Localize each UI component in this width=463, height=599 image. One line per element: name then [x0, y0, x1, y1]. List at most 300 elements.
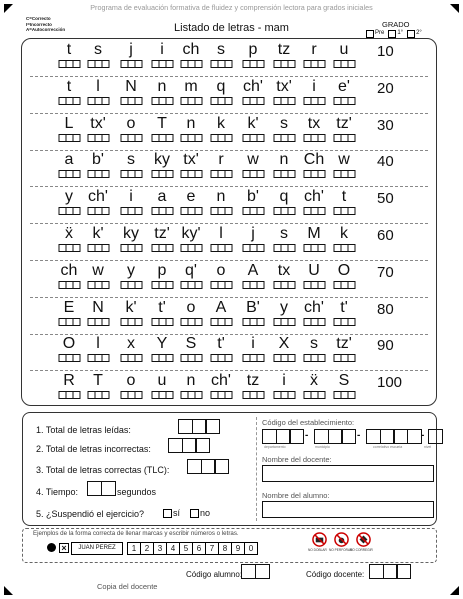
mark-box[interactable] — [288, 207, 296, 215]
cia-mark-boxes[interactable] — [181, 134, 202, 142]
cia-mark-boxes[interactable] — [88, 170, 109, 178]
mark-box[interactable] — [195, 354, 203, 362]
letter-row — [22, 225, 436, 261]
mark-box[interactable] — [73, 207, 81, 215]
registration-mark-bottom-right — [450, 586, 459, 595]
grado-option-label: 1° — [397, 30, 404, 36]
letter-item: X — [278, 335, 290, 353]
mark-box[interactable] — [102, 60, 110, 68]
mark-box[interactable] — [348, 97, 356, 105]
cia-mark-boxes[interactable] — [334, 281, 355, 289]
cia-mark-boxes[interactable] — [274, 281, 295, 289]
mark-box[interactable] — [135, 97, 143, 105]
letter-item: ch' — [243, 77, 263, 95]
cia-mark-boxes[interactable] — [211, 354, 232, 362]
mark-box[interactable] — [348, 354, 356, 362]
code-sub-label: nivel — [424, 445, 432, 449]
cia-mark-boxes[interactable] — [59, 244, 80, 252]
letter-item: ch — [60, 261, 78, 279]
docente-label: Nombre del docente: — [262, 455, 332, 464]
mark-box[interactable] — [318, 97, 326, 105]
legend-incorrect: I=Incorrecto — [26, 21, 52, 27]
mark-box[interactable] — [166, 97, 174, 105]
mark-box[interactable] — [225, 244, 233, 252]
mark-box[interactable] — [288, 354, 296, 362]
mark-box[interactable] — [318, 281, 326, 289]
letter-item: x — [127, 335, 135, 353]
mark-box[interactable] — [135, 354, 143, 362]
letter-item: tz — [246, 372, 260, 390]
mark-box[interactable] — [195, 318, 203, 326]
mark-box[interactable] — [102, 354, 110, 362]
mark-box[interactable] — [73, 281, 81, 289]
cia-mark-boxes[interactable] — [121, 391, 142, 399]
cia-mark-boxes[interactable] — [88, 244, 109, 252]
cia-mark-boxes[interactable] — [181, 207, 202, 215]
mark-box[interactable] — [102, 318, 110, 326]
cia-mark-boxes[interactable] — [274, 391, 295, 399]
cia-mark-boxes[interactable] — [274, 318, 295, 326]
cia-mark-boxes[interactable] — [181, 170, 202, 178]
cia-mark-boxes[interactable] — [211, 170, 232, 178]
mark-box[interactable] — [166, 354, 174, 362]
code-correlativo-boxes[interactable] — [366, 429, 420, 444]
cia-mark-boxes[interactable] — [181, 244, 202, 252]
letter-item: O — [62, 335, 76, 353]
cia-mark-boxes[interactable] — [274, 170, 295, 178]
grado-option-2[interactable] — [407, 30, 422, 38]
cia-mark-boxes[interactable] — [274, 97, 295, 105]
cia-mark-boxes[interactable] — [152, 60, 173, 68]
legend-selfcorrection: A=Autocorrección — [26, 27, 66, 33]
letter-item: b' — [92, 151, 104, 169]
no-correct-caption: NO CORREGIR — [350, 548, 373, 552]
cia-mark-boxes[interactable] — [59, 60, 80, 68]
cia-mark-boxes[interactable] — [274, 244, 295, 252]
mark-box[interactable] — [257, 97, 265, 105]
total-leidas-boxes[interactable] — [178, 419, 219, 434]
letter-row — [22, 151, 436, 187]
mark-box[interactable] — [318, 170, 326, 178]
mark-box[interactable] — [195, 281, 203, 289]
cia-mark-boxes[interactable] — [121, 281, 142, 289]
cia-mark-boxes[interactable] — [211, 60, 232, 68]
letter-item: n — [157, 77, 167, 95]
suspendio-no-checkbox[interactable] — [190, 509, 199, 518]
mark-box[interactable] — [73, 391, 81, 399]
mark-box[interactable] — [166, 318, 174, 326]
cia-mark-boxes[interactable] — [211, 318, 232, 326]
cia-mark-boxes[interactable] — [211, 391, 232, 399]
mark-box[interactable] — [288, 391, 296, 399]
cia-mark-boxes[interactable] — [59, 354, 80, 362]
mark-box[interactable] — [135, 318, 143, 326]
cia-mark-boxes[interactable] — [334, 354, 355, 362]
no-perforate-icon — [334, 532, 349, 547]
total-correctas-label: 3. Total de letras correctas (TLC): — [36, 465, 170, 475]
letter-item: k' — [247, 114, 259, 132]
letter-item: u — [157, 372, 167, 390]
mark-box[interactable] — [257, 391, 265, 399]
total-correctas-boxes[interactable] — [187, 459, 228, 474]
cia-mark-boxes[interactable] — [334, 134, 355, 142]
cia-mark-boxes[interactable] — [152, 354, 173, 362]
letter-item: R — [63, 372, 75, 390]
cia-mark-boxes[interactable] — [152, 97, 173, 105]
mark-box[interactable] — [257, 134, 265, 142]
mark-box[interactable] — [257, 281, 265, 289]
mark-box[interactable] — [195, 170, 203, 178]
cia-mark-boxes[interactable] — [243, 60, 264, 68]
cia-mark-boxes[interactable] — [211, 134, 232, 142]
mark-box[interactable] — [73, 244, 81, 252]
cia-mark-boxes[interactable] — [59, 134, 80, 142]
cia-mark-boxes[interactable] — [152, 207, 173, 215]
mark-box[interactable] — [288, 244, 296, 252]
mark-box[interactable] — [318, 318, 326, 326]
cia-mark-boxes[interactable] — [211, 244, 232, 252]
cia-mark-boxes[interactable] — [152, 281, 173, 289]
cia-mark-boxes[interactable] — [304, 244, 325, 252]
mark-box[interactable] — [225, 391, 233, 399]
mark-box[interactable] — [166, 281, 174, 289]
codigo-alumno-boxes[interactable] — [241, 564, 268, 579]
example-name: JUAN PEREZ — [71, 542, 123, 555]
mark-box[interactable] — [257, 60, 265, 68]
mark-box[interactable] — [73, 354, 81, 362]
example-digit: 9 — [231, 542, 245, 555]
letter-item: w — [247, 151, 259, 169]
cia-mark-boxes[interactable] — [243, 391, 264, 399]
cia-mark-boxes[interactable] — [88, 354, 109, 362]
mark-box[interactable] — [195, 391, 203, 399]
cia-mark-boxes[interactable] — [88, 134, 109, 142]
letter-item: O — [337, 261, 351, 279]
mark-box[interactable] — [166, 134, 174, 142]
cia-mark-boxes[interactable] — [304, 281, 325, 289]
cia-mark-boxes[interactable] — [88, 207, 109, 215]
cia-mark-boxes[interactable] — [243, 207, 264, 215]
cia-mark-boxes[interactable] — [334, 97, 355, 105]
suspendio-si-checkbox[interactable] — [163, 509, 172, 518]
cia-mark-boxes[interactable] — [304, 354, 325, 362]
cia-mark-boxes[interactable] — [211, 281, 232, 289]
mark-box[interactable] — [257, 170, 265, 178]
mark-box[interactable] — [225, 281, 233, 289]
mark-box[interactable] — [288, 281, 296, 289]
letter-item: s — [280, 114, 288, 132]
mark-box[interactable] — [257, 318, 265, 326]
grado-option-1[interactable] — [388, 30, 403, 38]
mark-box[interactable] — [225, 318, 233, 326]
mark-box[interactable] — [135, 391, 143, 399]
cia-mark-boxes[interactable] — [121, 134, 142, 142]
mark-box[interactable] — [257, 207, 265, 215]
letter-item: o — [186, 298, 196, 316]
mark-box[interactable] — [166, 207, 174, 215]
cumulative-count: 50 — [377, 190, 394, 208]
letter-item: p — [157, 261, 167, 279]
codigo-docente-boxes[interactable] — [369, 564, 410, 579]
mark-box[interactable] — [195, 207, 203, 215]
cia-mark-boxes[interactable] — [243, 244, 264, 252]
mark-box[interactable] — [102, 281, 110, 289]
cia-mark-boxes[interactable] — [243, 318, 264, 326]
program-title: Programa de evaluación formativa de fluidez y comprensión lectora para grados iniciales — [90, 3, 373, 12]
cia-mark-boxes[interactable] — [274, 60, 295, 68]
cia-mark-boxes[interactable] — [334, 318, 355, 326]
cia-mark-boxes[interactable] — [243, 170, 264, 178]
cia-mark-boxes[interactable] — [243, 97, 264, 105]
cia-mark-boxes[interactable] — [243, 281, 264, 289]
cia-mark-boxes[interactable] — [304, 318, 325, 326]
code-sub-label: municipio — [315, 445, 330, 449]
mark-box[interactable] — [195, 134, 203, 142]
mark-box[interactable] — [166, 244, 174, 252]
cia-mark-boxes[interactable] — [334, 207, 355, 215]
cia-mark-boxes[interactable] — [121, 207, 142, 215]
grado-option-label: 2° — [416, 30, 422, 36]
mark-box[interactable] — [135, 207, 143, 215]
cia-mark-boxes[interactable] — [334, 170, 355, 178]
cia-mark-boxes[interactable] — [304, 207, 325, 215]
total-incorrectas-boxes[interactable] — [168, 438, 209, 453]
cia-mark-boxes[interactable] — [59, 391, 80, 399]
grado-checkbox[interactable] — [407, 30, 415, 38]
cumulative-count: 30 — [377, 116, 394, 134]
mark-box[interactable] — [195, 97, 203, 105]
cia-mark-boxes[interactable] — [274, 134, 295, 142]
letter-row — [22, 115, 436, 151]
mark-box[interactable] — [348, 318, 356, 326]
letter-item: tx' — [90, 114, 106, 132]
letter-item: a — [64, 151, 74, 169]
letter-item: S — [185, 335, 197, 353]
mark-box[interactable] — [135, 244, 143, 252]
code-departamento-boxes[interactable] — [262, 429, 303, 444]
letter-item: T — [157, 114, 167, 132]
cia-mark-boxes[interactable] — [121, 170, 142, 178]
page-title: Listado de letras - mam — [174, 22, 289, 34]
mark-box[interactable] — [166, 170, 174, 178]
cia-mark-boxes[interactable] — [304, 97, 325, 105]
cia-mark-boxes[interactable] — [152, 134, 173, 142]
letter-item: s — [280, 225, 288, 242]
cia-mark-boxes[interactable] — [181, 318, 202, 326]
segundos-label: segundos — [117, 487, 157, 497]
cia-mark-boxes[interactable] — [121, 354, 142, 362]
mark-box[interactable] — [166, 391, 174, 399]
mark-box[interactable] — [102, 134, 110, 142]
mark-box[interactable] — [135, 281, 143, 289]
cumulative-count: 40 — [377, 153, 394, 171]
letter-item: l — [219, 225, 223, 242]
grado-checkbox[interactable] — [366, 30, 374, 38]
cia-mark-boxes[interactable] — [59, 281, 80, 289]
mark-box[interactable] — [135, 60, 143, 68]
mark-box[interactable] — [73, 318, 81, 326]
mark-box[interactable] — [135, 170, 143, 178]
mark-box[interactable] — [73, 60, 81, 68]
mark-box[interactable] — [318, 391, 326, 399]
cumulative-count: 20 — [377, 79, 394, 97]
cia-mark-boxes[interactable] — [152, 391, 173, 399]
cia-mark-boxes[interactable] — [211, 97, 232, 105]
cumulative-count: 80 — [377, 300, 394, 318]
mark-box[interactable] — [225, 97, 233, 105]
letter-item: k — [217, 114, 225, 132]
total-leidas-label: 1. Total de letras leídas: — [36, 425, 131, 435]
mark-box[interactable] — [102, 97, 110, 105]
mark-box[interactable] — [348, 207, 356, 215]
mark-box[interactable] — [348, 391, 356, 399]
cia-mark-boxes[interactable] — [181, 354, 202, 362]
cia-mark-boxes[interactable] — [88, 318, 109, 326]
mark-box[interactable] — [166, 60, 174, 68]
cia-mark-boxes[interactable] — [59, 318, 80, 326]
cia-mark-boxes[interactable] — [304, 60, 325, 68]
cia-mark-boxes[interactable] — [59, 97, 80, 105]
code-nivel-boxes[interactable] — [428, 429, 442, 444]
cia-mark-boxes[interactable] — [152, 244, 173, 252]
cia-mark-boxes[interactable] — [59, 207, 80, 215]
mark-box[interactable] — [288, 170, 296, 178]
code-municipio-boxes[interactable] — [314, 429, 355, 444]
letter-item: l — [96, 77, 100, 95]
cia-mark-boxes[interactable] — [304, 170, 325, 178]
no-fold-caption: NO DOBLAR — [308, 548, 327, 552]
cia-mark-boxes[interactable] — [211, 207, 232, 215]
mark-box[interactable] — [348, 170, 356, 178]
mark-box[interactable] — [257, 244, 265, 252]
cia-mark-boxes[interactable] — [88, 97, 109, 105]
mark-box[interactable] — [73, 170, 81, 178]
example-panel — [22, 528, 437, 563]
letter-item: ch' — [304, 188, 324, 206]
mark-box[interactable] — [318, 207, 326, 215]
cia-mark-boxes[interactable] — [121, 318, 142, 326]
letter-item: t' — [158, 298, 166, 316]
cia-mark-boxes[interactable] — [152, 318, 173, 326]
mark-box[interactable] — [348, 244, 356, 252]
letter-item: q — [216, 77, 226, 95]
cia-mark-boxes[interactable] — [121, 60, 142, 68]
mark-box[interactable] — [288, 97, 296, 105]
codigo-alumno-label: Código alumno: — [186, 570, 243, 579]
suspendio-no-label: no — [200, 508, 211, 518]
letter-item: ky — [154, 151, 170, 169]
mark-box[interactable] — [288, 318, 296, 326]
mark-box[interactable] — [225, 354, 233, 362]
docente-field[interactable] — [262, 465, 434, 482]
cia-mark-boxes[interactable] — [334, 244, 355, 252]
mark-box[interactable] — [225, 60, 233, 68]
letter-item: q' — [185, 261, 197, 279]
letter-item: Ch — [303, 151, 325, 169]
mark-box[interactable] — [73, 134, 81, 142]
grado-checkbox[interactable] — [388, 30, 396, 38]
cia-mark-boxes[interactable] — [181, 281, 202, 289]
mark-box[interactable] — [318, 134, 326, 142]
cia-mark-boxes[interactable] — [181, 97, 202, 105]
grado-option-pre[interactable] — [366, 30, 384, 38]
cia-mark-boxes[interactable] — [152, 170, 173, 178]
letter-item: r — [311, 41, 317, 58]
mark-box[interactable] — [348, 60, 356, 68]
letter-item: ch' — [88, 188, 108, 206]
letter-item: k' — [92, 225, 104, 242]
mark-box[interactable] — [135, 134, 143, 142]
mark-box[interactable] — [348, 281, 356, 289]
codigo-docente-label: Código docente: — [306, 570, 365, 579]
letter-item: Y — [156, 335, 168, 353]
panel-divider — [256, 417, 257, 521]
cumulative-count: 90 — [377, 337, 394, 355]
cia-mark-boxes[interactable] — [59, 170, 80, 178]
mark-box[interactable] — [102, 244, 110, 252]
mark-box[interactable] — [318, 60, 326, 68]
mark-box[interactable] — [225, 207, 233, 215]
code-separator: - — [357, 430, 361, 441]
cia-mark-boxes[interactable] — [334, 391, 355, 399]
cia-mark-boxes[interactable] — [274, 207, 295, 215]
cia-mark-boxes[interactable] — [243, 134, 264, 142]
mark-box[interactable] — [102, 391, 110, 399]
cia-mark-boxes[interactable] — [181, 60, 202, 68]
letter-item: i — [129, 188, 133, 206]
mark-box[interactable] — [102, 207, 110, 215]
mark-box[interactable] — [318, 354, 326, 362]
mark-box[interactable] — [225, 170, 233, 178]
mark-box[interactable] — [102, 170, 110, 178]
cumulative-count: 70 — [377, 263, 394, 281]
mark-box[interactable] — [73, 97, 81, 105]
cumulative-count: 100 — [377, 374, 403, 392]
mark-box[interactable] — [288, 134, 296, 142]
cia-mark-boxes[interactable] — [243, 354, 264, 362]
mark-box[interactable] — [318, 244, 326, 252]
cia-mark-boxes[interactable] — [121, 97, 142, 105]
mark-box[interactable] — [257, 354, 265, 362]
tiempo-boxes[interactable] — [87, 481, 114, 496]
cia-mark-boxes[interactable] — [88, 391, 109, 399]
letter-item: E — [63, 298, 75, 316]
mark-box[interactable] — [195, 60, 203, 68]
cia-mark-boxes[interactable] — [304, 391, 325, 399]
mark-box[interactable] — [288, 60, 296, 68]
cia-mark-boxes[interactable] — [88, 281, 109, 289]
mark-box[interactable] — [348, 134, 356, 142]
cia-mark-boxes[interactable] — [274, 354, 295, 362]
cia-mark-boxes[interactable] — [181, 391, 202, 399]
cia-mark-boxes[interactable] — [304, 134, 325, 142]
cia-mark-boxes[interactable] — [88, 60, 109, 68]
letter-item: t — [341, 188, 347, 206]
letter-row — [22, 262, 436, 298]
example-digit: 3 — [153, 542, 167, 555]
suspendio-label: 5. ¿Suspendió el ejercicio? — [36, 509, 145, 519]
alumno-field[interactable] — [262, 501, 434, 518]
no-fold-icon — [312, 532, 327, 547]
cia-mark-boxes[interactable] — [334, 60, 355, 68]
mark-box[interactable] — [195, 244, 203, 252]
letter-item: N — [92, 298, 104, 316]
code-sub-label: departamento — [264, 445, 286, 449]
mark-box[interactable] — [225, 134, 233, 142]
grado-options — [366, 30, 422, 38]
cia-mark-boxes[interactable] — [121, 244, 142, 252]
example-digit: 6 — [192, 542, 206, 555]
